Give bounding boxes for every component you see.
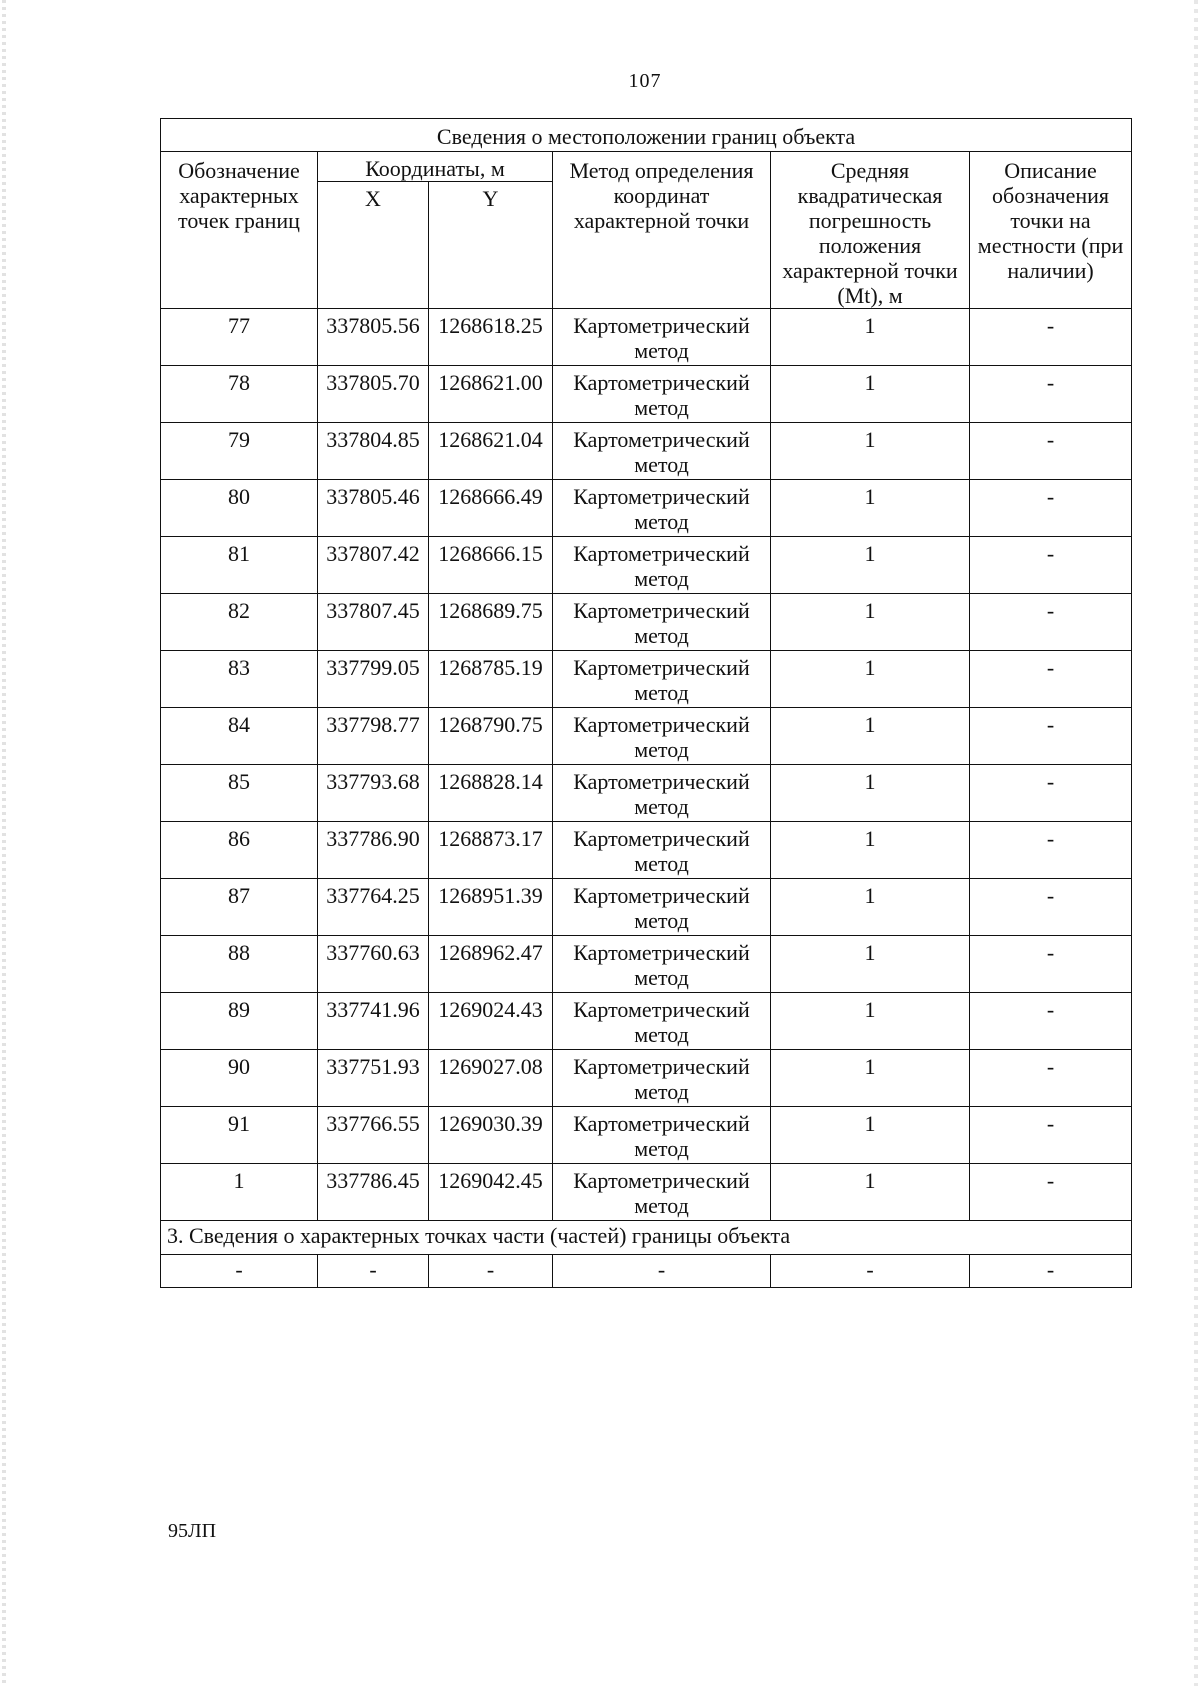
cell-y: 1268828.14	[429, 765, 553, 822]
cell-method: Картометрический метод	[553, 822, 771, 879]
cell-description: -	[970, 480, 1132, 537]
table-row	[161, 651, 1132, 708]
cell-x: 337804.85	[318, 423, 429, 480]
cell-method: Картометрический метод	[553, 765, 771, 822]
header-row-1	[161, 152, 1132, 182]
page-number: 107	[628, 70, 662, 92]
cell-point: 77	[161, 309, 318, 366]
header-method: Метод определения координат характерной точки	[553, 152, 771, 309]
cell-point: 88	[161, 936, 318, 993]
cell-x: 337805.70	[318, 366, 429, 423]
cell-point: 87	[161, 879, 318, 936]
cell-x: 337799.05	[318, 651, 429, 708]
header-coordinates: Координаты, м	[318, 152, 553, 182]
cell-point: 89	[161, 993, 318, 1050]
cell-method: Картометрический метод	[553, 423, 771, 480]
table-row	[161, 594, 1132, 651]
header-error: Средняя квадратическая погрешность положения характерной точки (Mt), м	[771, 152, 970, 309]
section-3-cell: -	[553, 1255, 771, 1288]
table-row	[161, 366, 1132, 423]
cell-y: 1268666.49	[429, 480, 553, 537]
cell-method: Картометрический метод	[553, 879, 771, 936]
table-row	[161, 936, 1132, 993]
cell-y: 1268618.25	[429, 309, 553, 366]
cell-y: 1268621.00	[429, 366, 553, 423]
cell-description: -	[970, 822, 1132, 879]
cell-method: Картометрический метод	[553, 309, 771, 366]
cell-y: 1268962.47	[429, 936, 553, 993]
section-3-cell: -	[318, 1255, 429, 1288]
table-row	[161, 423, 1132, 480]
cell-y: 1268790.75	[429, 708, 553, 765]
section-3-cell: -	[771, 1255, 970, 1288]
cell-method: Картометрический метод	[553, 1107, 771, 1164]
table-row	[161, 708, 1132, 765]
table-row	[161, 1107, 1132, 1164]
cell-mt: 1	[771, 537, 970, 594]
cell-point: 81	[161, 537, 318, 594]
cell-mt: 1	[771, 1050, 970, 1107]
cell-point: 85	[161, 765, 318, 822]
cell-description: -	[970, 1107, 1132, 1164]
cell-method: Картометрический метод	[553, 594, 771, 651]
cell-description: -	[970, 651, 1132, 708]
cell-method: Картометрический метод	[553, 993, 771, 1050]
cell-mt: 1	[771, 366, 970, 423]
cell-mt: 1	[771, 708, 970, 765]
cell-y: 1269030.39	[429, 1107, 553, 1164]
cell-x: 337798.77	[318, 708, 429, 765]
cell-point: 86	[161, 822, 318, 879]
table-row	[161, 765, 1132, 822]
cell-x: 337793.68	[318, 765, 429, 822]
cell-mt: 1	[771, 1164, 970, 1221]
cell-x: 337764.25	[318, 879, 429, 936]
cell-description: -	[970, 366, 1132, 423]
cell-y: 1269042.45	[429, 1164, 553, 1221]
cell-mt: 1	[771, 936, 970, 993]
cell-description: -	[970, 936, 1132, 993]
header-designation: Обозначение характерных точек границ	[161, 152, 318, 309]
cell-method: Картометрический метод	[553, 936, 771, 993]
table-title-row	[161, 119, 1132, 152]
cell-method: Картометрический метод	[553, 480, 771, 537]
table-row	[161, 879, 1132, 936]
table-row	[161, 993, 1132, 1050]
cell-description: -	[970, 765, 1132, 822]
cell-y: 1268873.17	[429, 822, 553, 879]
cell-mt: 1	[771, 822, 970, 879]
cell-x: 337766.55	[318, 1107, 429, 1164]
table-row	[161, 537, 1132, 594]
cell-mt: 1	[771, 309, 970, 366]
cell-y: 1268951.39	[429, 879, 553, 936]
section-3-row	[161, 1221, 1132, 1255]
scan-edge-left	[2, 0, 6, 1686]
cell-x: 337786.45	[318, 1164, 429, 1221]
header-y: Y	[429, 182, 553, 309]
cell-y: 1268689.75	[429, 594, 553, 651]
cell-mt: 1	[771, 879, 970, 936]
cell-description: -	[970, 594, 1132, 651]
cell-method: Картометрический метод	[553, 651, 771, 708]
table-title: Сведения о местоположении границ объекта	[161, 119, 1132, 152]
cell-x: 337807.42	[318, 537, 429, 594]
cell-point: 91	[161, 1107, 318, 1164]
cell-x: 337741.96	[318, 993, 429, 1050]
cell-point: 84	[161, 708, 318, 765]
cell-method: Картометрический метод	[553, 708, 771, 765]
section-3-cell: -	[429, 1255, 553, 1288]
section-3-cell: -	[970, 1255, 1132, 1288]
cell-description: -	[970, 708, 1132, 765]
header-description: Описание обозначения точки на местности (при наличии)	[970, 152, 1132, 309]
cell-method: Картометрический метод	[553, 1050, 771, 1107]
section-3-cell: -	[161, 1255, 318, 1288]
table-row	[161, 1050, 1132, 1107]
cell-point: 82	[161, 594, 318, 651]
table-row	[161, 1164, 1132, 1221]
cell-point: 1	[161, 1164, 318, 1221]
cell-point: 83	[161, 651, 318, 708]
cell-point: 90	[161, 1050, 318, 1107]
cell-description: -	[970, 993, 1132, 1050]
boundary-coordinates-table	[160, 118, 1132, 1288]
cell-mt: 1	[771, 423, 970, 480]
cell-description: -	[970, 423, 1132, 480]
cell-y: 1268621.04	[429, 423, 553, 480]
cell-x: 337786.90	[318, 822, 429, 879]
section-3-title: 3. Сведения о характерных точках части (частей) границы объекта	[161, 1221, 1132, 1255]
cell-description: -	[970, 879, 1132, 936]
cell-mt: 1	[771, 651, 970, 708]
cell-description: -	[970, 309, 1132, 366]
cell-x: 337760.63	[318, 936, 429, 993]
cell-description: -	[970, 537, 1132, 594]
cell-x: 337807.45	[318, 594, 429, 651]
cell-mt: 1	[771, 1107, 970, 1164]
cell-y: 1269027.08	[429, 1050, 553, 1107]
table-row	[161, 480, 1132, 537]
table-row	[161, 822, 1132, 879]
section-3-empty-row	[161, 1255, 1132, 1288]
cell-point: 78	[161, 366, 318, 423]
cell-y: 1268785.19	[429, 651, 553, 708]
cell-mt: 1	[771, 480, 970, 537]
cell-description: -	[970, 1050, 1132, 1107]
cell-y: 1269024.43	[429, 993, 553, 1050]
header-x: X	[318, 182, 429, 309]
scan-edge-right	[1194, 0, 1198, 1686]
cell-point: 79	[161, 423, 318, 480]
cell-method: Картометрический метод	[553, 537, 771, 594]
cell-point: 80	[161, 480, 318, 537]
cell-x: 337805.56	[318, 309, 429, 366]
cell-mt: 1	[771, 993, 970, 1050]
table-row	[161, 309, 1132, 366]
document-footer-code: 95ЛП	[168, 1520, 217, 1542]
cell-x: 337751.93	[318, 1050, 429, 1107]
cell-x: 337805.46	[318, 480, 429, 537]
cell-description: -	[970, 1164, 1132, 1221]
table-body	[161, 119, 1132, 1288]
cell-mt: 1	[771, 765, 970, 822]
cell-method: Картометрический метод	[553, 1164, 771, 1221]
cell-method: Картометрический метод	[553, 366, 771, 423]
cell-mt: 1	[771, 594, 970, 651]
cell-y: 1268666.15	[429, 537, 553, 594]
